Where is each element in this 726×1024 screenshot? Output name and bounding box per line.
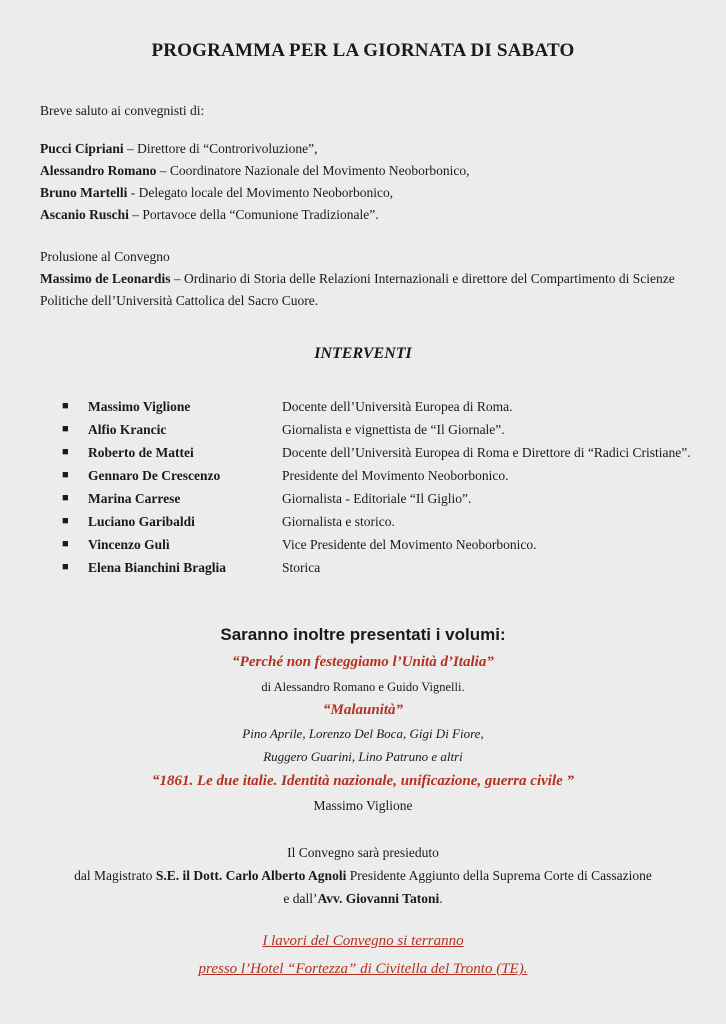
speaker-role: Storica: [282, 560, 321, 575]
greeter-name: Alessandro Romano: [40, 163, 157, 178]
chair-line: [0, 891, 726, 907]
book-title: “Perché non festeggiamo l’Unità d’Italia”: [232, 654, 494, 670]
speaker-role: Docente dell’Università Europea di Roma e Direttore di “Radici Cristiane”.: [282, 445, 691, 460]
page-title: PROGRAMMA PER LA GIORNATA DI SABATO: [151, 40, 575, 61]
bullet-icon: ■: [62, 515, 69, 527]
speaker-role: Presidente del Movimento Neoborbonico.: [282, 468, 509, 483]
speaker-row: [62, 441, 702, 464]
speaker-row: [62, 395, 702, 418]
speaker-name: Alfio Krancic: [88, 422, 167, 437]
greeter-item: [40, 182, 469, 204]
speaker-name: Vincenzo Gulì: [88, 537, 170, 552]
bullet-icon: ■: [62, 446, 69, 458]
speaker-role: Giornalista e storico.: [282, 514, 395, 529]
greeter-name: Bruno Martelli: [40, 185, 128, 200]
speaker-row: [62, 533, 702, 556]
book-authors: Massimo Viglione: [313, 798, 413, 813]
greeting-text: Breve saluto ai convegnisti di:: [40, 103, 205, 118]
chair-line: Il Convegno sarà presieduto: [287, 845, 439, 860]
bullet-icon: ■: [62, 423, 69, 435]
chair-text: Presidente Aggiunto della Suprema Corte di Cassazione: [346, 868, 652, 883]
speaker-name: Elena Bianchini Braglia: [88, 560, 227, 575]
speaker-row: [62, 556, 702, 579]
book-title: “Malaunità”: [322, 702, 404, 718]
greeter-role: – Coordinatore Nazionale del Movimento Neoborbonico,: [156, 163, 470, 178]
speaker-role: Vice Presidente del Movimento Neoborbonico.: [282, 537, 537, 552]
chair-text: dal Magistrato: [74, 868, 156, 883]
prolusion-name: Massimo de Leonardis: [40, 271, 171, 286]
speaker-row: [62, 487, 702, 510]
bullet-icon: ■: [62, 561, 69, 573]
greeter-role: - Delegato locale del Movimento Neoborbonico,: [127, 185, 394, 200]
speaker-name: Luciano Garibaldi: [88, 514, 195, 529]
greeter-role: – Portavoce della “Comunione Tradizionale”.: [128, 207, 379, 222]
venue-line: presso l’Hotel “Fortezza” di Civitella del Tronto (TE).: [198, 961, 528, 977]
speakers-list: [62, 395, 702, 579]
speaker-name: Roberto de Mattei: [88, 445, 194, 460]
greeter-item: [40, 138, 469, 160]
speaker-row: [62, 510, 702, 533]
venue-line: I lavori del Convegno si terranno: [262, 933, 464, 949]
speaker-name: Marina Carrese: [88, 491, 181, 506]
bullet-icon: ■: [62, 492, 69, 504]
chair-text: .: [439, 891, 443, 906]
speaker-row: [62, 418, 702, 441]
prolusion-text: [40, 268, 700, 312]
chair-name: Avv. Giovanni Tatoni: [317, 891, 440, 906]
book-title: “1861. Le due italie. Identità nazionale, unificazione, guerra civile ”: [151, 773, 575, 789]
greeter-role: – Direttore di “Controrivoluzione”,: [123, 141, 318, 156]
greeter-item: [40, 204, 469, 226]
speaker-role: Giornalista e vignettista de “Il Giornale”.: [282, 422, 505, 437]
speaker-row: [62, 464, 702, 487]
book-authors: di Alessandro Romano e Guido Vignelli.: [261, 680, 465, 694]
volumes-heading: Saranno inoltre presentati i volumi:: [220, 625, 506, 644]
book-authors: Ruggero Guarini, Lino Patruno e altri: [263, 749, 463, 764]
prolusion-label: Prolusione al Convegno: [40, 249, 170, 264]
bullet-icon: ■: [62, 538, 69, 550]
chair-line: [0, 868, 726, 884]
greeters-list: [40, 138, 469, 226]
bullet-icon: ■: [62, 400, 69, 412]
bullet-icon: ■: [62, 469, 69, 481]
book-authors: Pino Aprile, Lorenzo Del Boca, Gigi Di Fiore,: [242, 726, 484, 741]
greeter-item: [40, 160, 469, 182]
speaker-role: Docente dell’Università Europea di Roma.: [282, 399, 513, 414]
prolusion-role: – Ordinario di Storia delle Relazioni Internazionali e direttore del Compartimento di Scienze Politiche dell’Università Cattolica del Sacro Cuore.: [40, 271, 675, 308]
chair-name: S.E. il Dott. Carlo Alberto Agnoli: [155, 868, 347, 883]
speaker-name: Massimo Viglione: [88, 399, 191, 414]
speaker-name: Gennaro De Crescenzo: [88, 468, 221, 483]
prolusion-section: [40, 246, 700, 312]
chair-text: e dall’: [283, 891, 318, 906]
interventi-heading: INTERVENTI: [314, 345, 412, 362]
speaker-role: Giornalista - Editoriale “Il Giglio”.: [282, 491, 472, 506]
greeter-name: Ascanio Ruschi: [40, 207, 129, 222]
greeter-name: Pucci Cipriani: [40, 141, 124, 156]
